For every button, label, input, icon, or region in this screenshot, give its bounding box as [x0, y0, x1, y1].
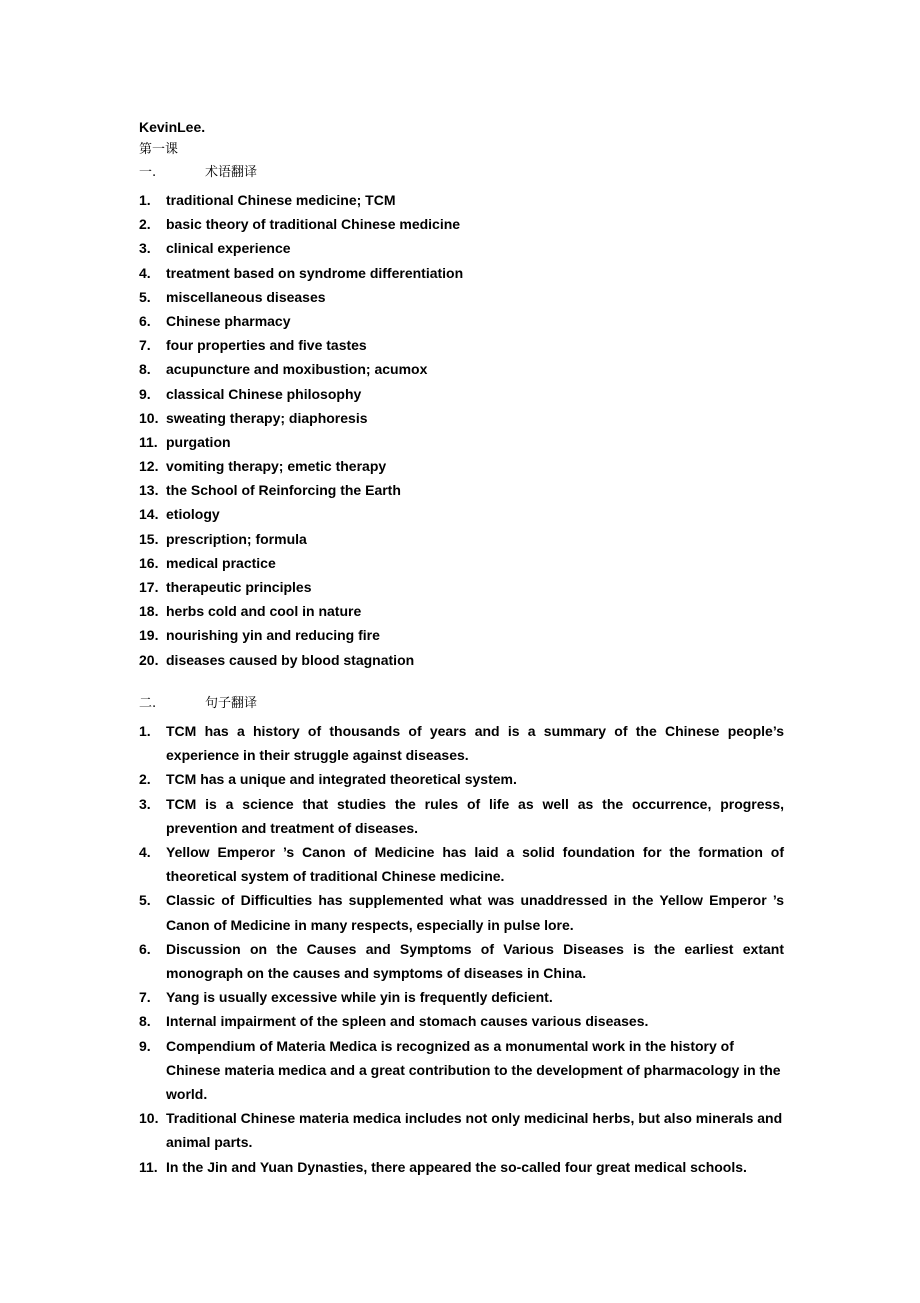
- term-item: [139, 455, 789, 479]
- term-item: [139, 576, 789, 600]
- term-number: 8.: [139, 361, 151, 378]
- term-text: clinical experience: [166, 240, 291, 257]
- term-text: classical Chinese philosophy: [166, 385, 362, 402]
- section-number: 二.: [139, 696, 157, 711]
- section-heading-sentences: [139, 695, 257, 713]
- sentence-item: [139, 1106, 784, 1154]
- term-number: 7.: [139, 337, 151, 354]
- term-number: 19.: [139, 627, 159, 644]
- sentence-number: 1.: [139, 723, 151, 739]
- sentence-number: 10.: [139, 1110, 159, 1127]
- term-number: 20.: [139, 651, 159, 668]
- sentence-number: 2.: [139, 771, 151, 788]
- sentence-number: 8.: [139, 1013, 151, 1030]
- sentence-item: [139, 719, 784, 767]
- sentence-text: Compendium of Materia Medica is recognized as a monumental work in the history of Chinese materia medica and a great contribution to the development of pharmacology in the world.: [166, 1037, 781, 1103]
- term-number: 5.: [139, 288, 151, 305]
- term-item: [139, 310, 789, 334]
- term-item: [139, 479, 789, 503]
- term-text: purgation: [166, 433, 231, 450]
- sentence-item: [139, 937, 784, 985]
- term-item: [139, 189, 789, 213]
- term-number: 10.: [139, 409, 159, 426]
- sentence-item: [139, 1034, 784, 1107]
- term-list: [139, 189, 789, 673]
- term-text: treatment based on syndrome differentiation: [166, 264, 464, 281]
- term-item: [139, 528, 789, 552]
- term-item: [139, 213, 789, 237]
- lesson-title: 第一课: [139, 142, 179, 157]
- term-text: nourishing yin and reducing fire: [166, 627, 380, 644]
- term-number: 1.: [139, 192, 151, 208]
- term-number: 9.: [139, 385, 151, 402]
- term-text: traditional Chinese medicine; TCM: [166, 192, 396, 208]
- term-number: 13.: [139, 482, 159, 499]
- term-text: basic theory of traditional Chinese medicine: [166, 216, 461, 233]
- sentence-item: [139, 888, 784, 936]
- sentence-text: Yellow Emperor ’s Canon of Medicine has laid a solid foundation for the formation of theoretical system of traditional Chinese medicine.: [166, 844, 784, 885]
- term-text: prescription; formula: [166, 530, 307, 547]
- sentence-text: Traditional Chinese materia medica includes not only medicinal herbs, but also minerals and animal parts.: [166, 1110, 783, 1151]
- term-item: [139, 503, 789, 527]
- term-text: miscellaneous diseases: [166, 288, 326, 305]
- sentence-item: [139, 1155, 784, 1179]
- term-text: acupuncture and moxibustion; acumox: [166, 361, 428, 378]
- term-text: Chinese pharmacy: [166, 312, 291, 329]
- term-item: [139, 286, 789, 310]
- term-number: 12.: [139, 458, 159, 475]
- sentence-text: Classic of Difficulties has supplemented what was unaddressed in the Yellow Emperor ’s Canon of Medicine in many respects, especially in pulse lore.: [166, 892, 784, 933]
- term-number: 14.: [139, 506, 159, 523]
- section-title: 术语翻译: [205, 165, 258, 180]
- author-name: KevinLee.: [139, 119, 206, 135]
- sentence-text: TCM has a history of thousands of years and is a summary of the Chinese people’s experience in their struggle against diseases.: [166, 723, 784, 764]
- term-item: [139, 407, 789, 431]
- sentence-item: [139, 985, 784, 1009]
- sentence-text: Yang is usually excessive while yin is frequently deficient.: [166, 989, 553, 1006]
- term-number: 18.: [139, 603, 159, 620]
- section-number: 一.: [139, 165, 157, 180]
- sentence-number: 9.: [139, 1037, 151, 1054]
- sentence-list: [139, 719, 784, 1179]
- sentence-item: [139, 792, 784, 840]
- term-item: [139, 237, 789, 261]
- sentence-item: [139, 1009, 784, 1033]
- term-number: 4.: [139, 264, 151, 281]
- term-number: 6.: [139, 312, 151, 329]
- term-item: [139, 383, 789, 407]
- term-item: [139, 624, 789, 648]
- sentence-text: In the Jin and Yuan Dynasties, there appeared the so-called four great medical schools.: [166, 1158, 747, 1175]
- sentence-text: Internal impairment of the spleen and stomach causes various diseases.: [166, 1013, 649, 1030]
- term-item: [139, 431, 789, 455]
- term-text: the School of Reinforcing the Earth: [166, 482, 401, 499]
- sentence-number: 4.: [139, 844, 151, 861]
- term-text: therapeutic principles: [166, 579, 312, 595]
- term-text: vomiting therapy; emetic therapy: [166, 458, 387, 475]
- section-title: 句子翻译: [205, 696, 258, 711]
- term-text: medical practice: [166, 554, 276, 571]
- sentence-number: 6.: [139, 940, 151, 957]
- term-number: 15.: [139, 530, 159, 547]
- sentence-number: 5.: [139, 892, 151, 909]
- term-number: 11.: [139, 433, 158, 450]
- sentence-item: [139, 767, 784, 791]
- term-item: [139, 649, 789, 673]
- term-number: 16.: [139, 554, 159, 571]
- term-text: etiology: [166, 506, 220, 523]
- term-item: [139, 262, 789, 286]
- sentence-text: TCM has a unique and integrated theoretical system.: [166, 771, 517, 788]
- sentence-text: Discussion on the Causes and Symptoms of Various Diseases is the earliest extant monograph on the causes and symptoms of diseases in China.: [166, 940, 784, 982]
- sentence-text: TCM is a science that studies the rules of life as well as the occurrence, progress, prevention and treatment of diseases.: [166, 795, 784, 836]
- term-item: [139, 334, 789, 358]
- term-item: [139, 600, 789, 624]
- section-heading-terms: [139, 164, 257, 182]
- term-item: [139, 358, 789, 382]
- term-text: sweating therapy; diaphoresis: [166, 409, 368, 426]
- term-number: 17.: [139, 579, 159, 595]
- term-item: [139, 552, 789, 576]
- sentence-item: [139, 840, 784, 888]
- term-text: herbs cold and cool in nature: [166, 603, 362, 620]
- term-text: diseases caused by blood stagnation: [166, 651, 415, 668]
- term-number: 3.: [139, 240, 151, 257]
- sentence-number: 7.: [139, 989, 151, 1006]
- term-text: four properties and five tastes: [166, 337, 367, 354]
- term-number: 2.: [139, 216, 151, 233]
- sentence-number: 3.: [139, 795, 151, 812]
- sentence-number: 11.: [139, 1158, 158, 1175]
